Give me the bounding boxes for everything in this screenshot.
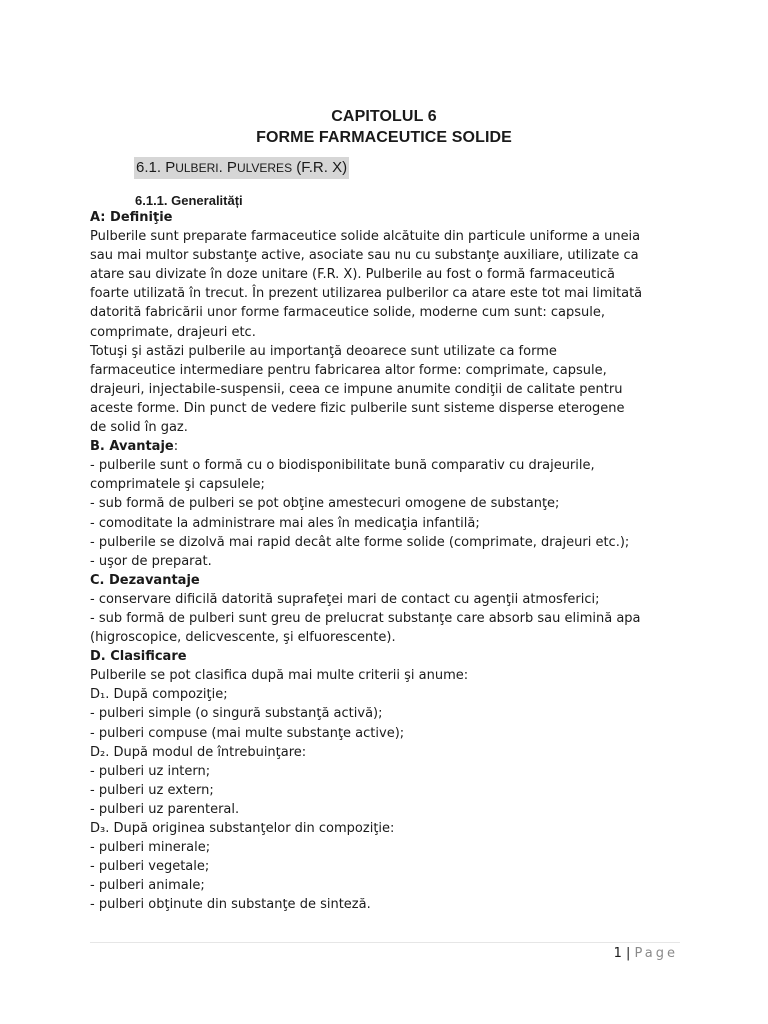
disadvantages-heading: C. Dezavantaje [90, 572, 200, 588]
classification-line: - pulberi obţinute din substanţe de sinteză. [90, 897, 371, 913]
classification-line: - pulberi uz extern; [90, 782, 214, 798]
classification-line: Pulberile se pot clasifica după mai multe criterii şi anume: [90, 668, 469, 684]
classification-line: - pulberi vegetale; [90, 859, 210, 875]
subsection-heading: 6.1.1. Generalități [135, 193, 243, 208]
advantages-line: comprimatele şi capsulele; [90, 477, 265, 493]
footer-divider [90, 942, 680, 943]
advantages-line: - comoditate la administrare mai ales în medicaţia infantilă; [90, 515, 480, 531]
definition-line: sau mai multor substanţe active, asociate sau nu cu substanţe auxiliare, utilizate ca [90, 248, 639, 264]
page-number: 1 [613, 946, 622, 961]
section-heading: 6.1. PULBERI. PULVERES (F.R. X) [134, 157, 349, 179]
definition-line: datorită fabricării unor forme farmaceutice solide, moderne cum sunt: capsule, [90, 305, 605, 321]
advantages-line: - pulberile sunt o formă cu o biodisponibilitate bună comparativ cu drajeurile, [90, 458, 595, 474]
definition-line: foarte utilizată în trecut. În prezent utilizarea pulberilor ca atare este tot mai limitată [90, 286, 643, 302]
classification-line: - pulberi simple (o singură substanţă activă); [90, 706, 383, 722]
section-name-1-cap: P [165, 159, 176, 176]
classification-line: D₂. După modul de întrebuinţare: [90, 744, 307, 760]
classification-line: D₁. După compoziţie; [90, 687, 228, 703]
classification-line: - pulberi uz parenteral. [90, 801, 240, 817]
classification-line: - pulberi compuse (mai multe substanţe active); [90, 725, 405, 741]
section-name-2-cap: P [226, 159, 237, 176]
advantages-heading: B. Avantaje [90, 439, 174, 455]
footer-separator: | [625, 946, 631, 961]
advantages-line: - sub formă de pulberi se pot obţine amestecuri omogene de substanţe; [90, 496, 560, 512]
definition-line: drajeuri, injectabile-suspensii, ceea ce impune anumite condiţii de calitate pentru [90, 381, 623, 397]
disadvantages-list [90, 590, 690, 647]
section-name-1-rest: ULBERI [175, 161, 219, 175]
definition-line: Totuşi şi astăzi pulberile au importanţă deoarece sunt utilizate ca forme [90, 343, 557, 359]
disadvantages-line: - conservare dificilă datorită suprafeţei mari de contact cu agenţii atmosferici; [90, 591, 600, 607]
definition-heading: A: Definiţie [90, 210, 173, 225]
advantages-list [90, 456, 690, 571]
definition-line: aceste forme. Din punct de vedere fizic pulberile sunt sisteme disperse eterogene [90, 400, 625, 416]
definition-line: atare sau divizate în doze unitare (F.R. X). Pulberile au fost o formă farmaceutică [90, 267, 615, 283]
advantages-line: - uşor de preparat. [90, 553, 212, 569]
definition-line: Pulberile sunt preparate farmaceutice solide alcătuite din particule uniforme a uneia [90, 229, 641, 245]
classification-line: D₃. După originea substanţelor din compoziţie: [90, 821, 395, 836]
section-number: 6.1. [136, 159, 162, 176]
footer-page-label: Page [634, 946, 678, 961]
chapter-title: FORME FARMACEUTICE SOLIDE [256, 129, 512, 146]
definition-paragraph [90, 227, 690, 437]
document-body [90, 208, 690, 914]
advantages-heading-suffix: : [173, 439, 179, 455]
definition-line: comprimate, drajeuri etc. [90, 324, 256, 340]
definition-line: farmaceutice intermediare pentru fabricarea altor forme: comprimate, capsule, [90, 362, 607, 378]
definition-line: de solid în gaz. [90, 420, 188, 436]
advantages-line: - pulberile se dizolvă mai rapid decât alte forme solide (comprimate, drajeuri etc.); [90, 534, 630, 550]
chapter-number: CAPITOLUL 6 [331, 108, 437, 125]
page-footer [614, 945, 678, 963]
disadvantages-line: - sub formă de pulberi sunt greu de prelucrat substanţe care absorb sau elimină apa [90, 610, 641, 626]
section-name-2-rest: ULVERES [236, 161, 293, 175]
section-suffix: (F.R. X) [296, 159, 348, 176]
classification-heading: D. Clasificare [90, 649, 187, 665]
classification-line: - pulberi animale; [90, 878, 205, 894]
classification-line: - pulberi uz intern; [90, 763, 211, 779]
classification-line: - pulberi minerale; [90, 840, 211, 856]
disadvantages-line: (higroscopice, delicvescente, şi elfuorescente). [90, 630, 396, 646]
classification-list [90, 666, 690, 914]
advantages-heading-row [90, 437, 690, 456]
